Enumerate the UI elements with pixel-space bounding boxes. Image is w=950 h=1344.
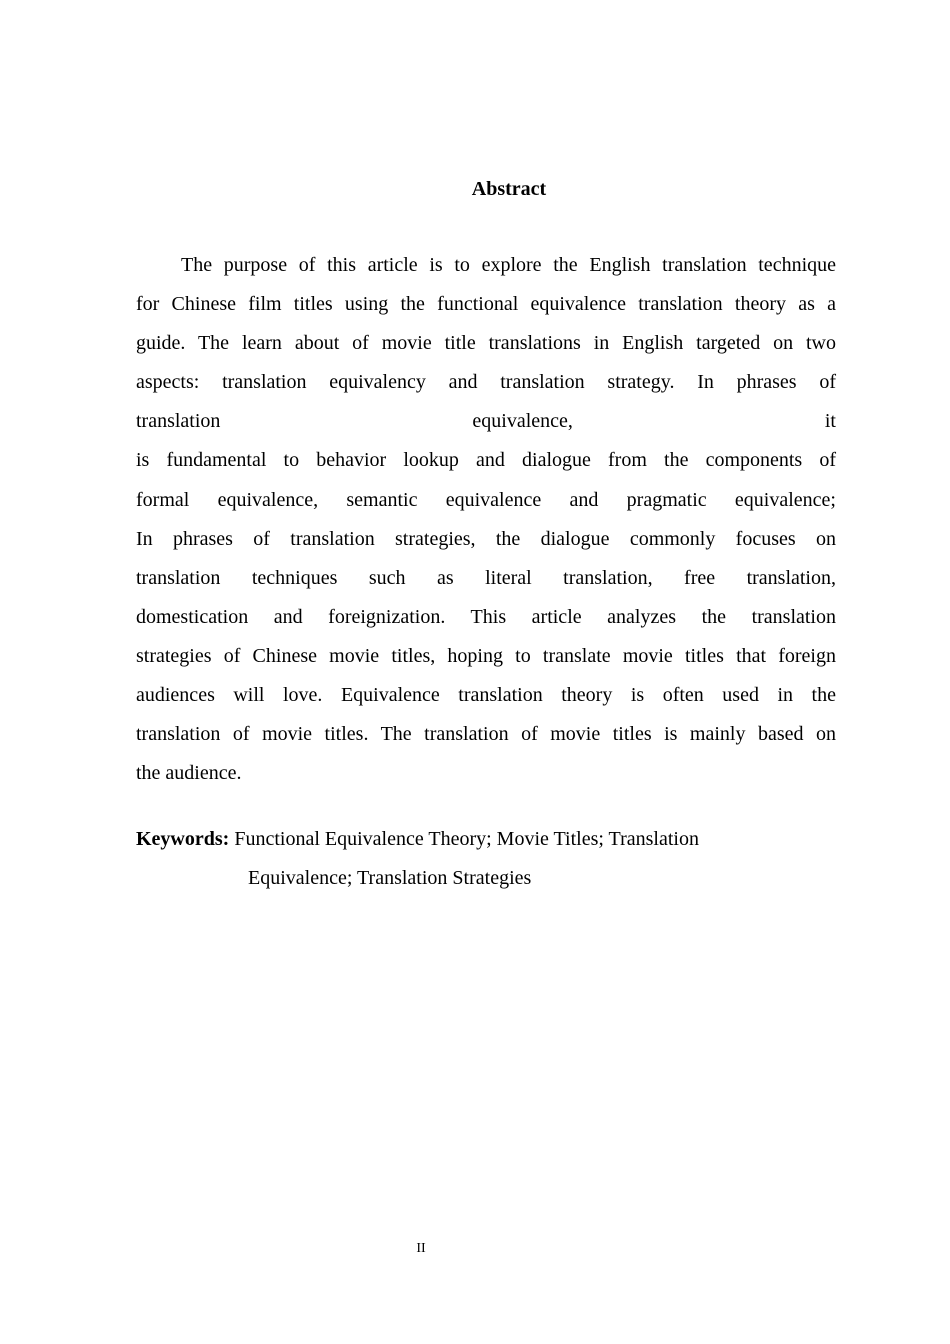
abstract-line: guide. The learn about of movie title translations in English targeted on two xyxy=(136,332,836,355)
abstract-line: is fundamental to behavior lookup and dialogue from the components of xyxy=(136,449,836,472)
page-number: II xyxy=(416,1241,426,1256)
abstract-line: audiences will love. Equivalence translation theory is often used in the xyxy=(136,684,836,707)
abstract-line: the audience. xyxy=(136,762,242,785)
keywords-text: Functional Equivalence Theory; Movie Titles; Translation xyxy=(229,828,699,850)
abstract-line: aspects: translation equivalency and translation strategy. In phrases of xyxy=(136,371,836,394)
keywords-line-continued: Equivalence; Translation Strategies xyxy=(248,867,532,890)
abstract-line: formal equivalence, semantic equivalence and pragmatic equivalence; xyxy=(136,488,836,511)
keywords-section xyxy=(136,820,836,898)
abstract-line: The purpose of this article is to explore the English translation technique xyxy=(181,254,836,276)
abstract-line: translation of movie titles. The translation of movie titles is mainly based on xyxy=(136,723,836,746)
keywords-label: Keywords: xyxy=(136,828,230,850)
abstract-line: In phrases of translation strategies, the dialogue commonly focuses on xyxy=(136,527,836,550)
abstract-body xyxy=(136,246,836,793)
abstract-line: translation equivalence, it xyxy=(136,410,836,433)
abstract-title: Abstract xyxy=(471,178,547,200)
abstract-line: domestication and foreignization. This article analyzes the translation xyxy=(136,605,836,628)
abstract-line: translation techniques such as literal translation, free translation, xyxy=(136,566,836,589)
abstract-line: for Chinese film titles using the functional equivalence translation theory as a xyxy=(136,293,836,316)
keywords-line xyxy=(136,820,836,859)
abstract-line: strategies of Chinese movie titles, hoping to translate movie titles that foreign xyxy=(136,644,836,667)
